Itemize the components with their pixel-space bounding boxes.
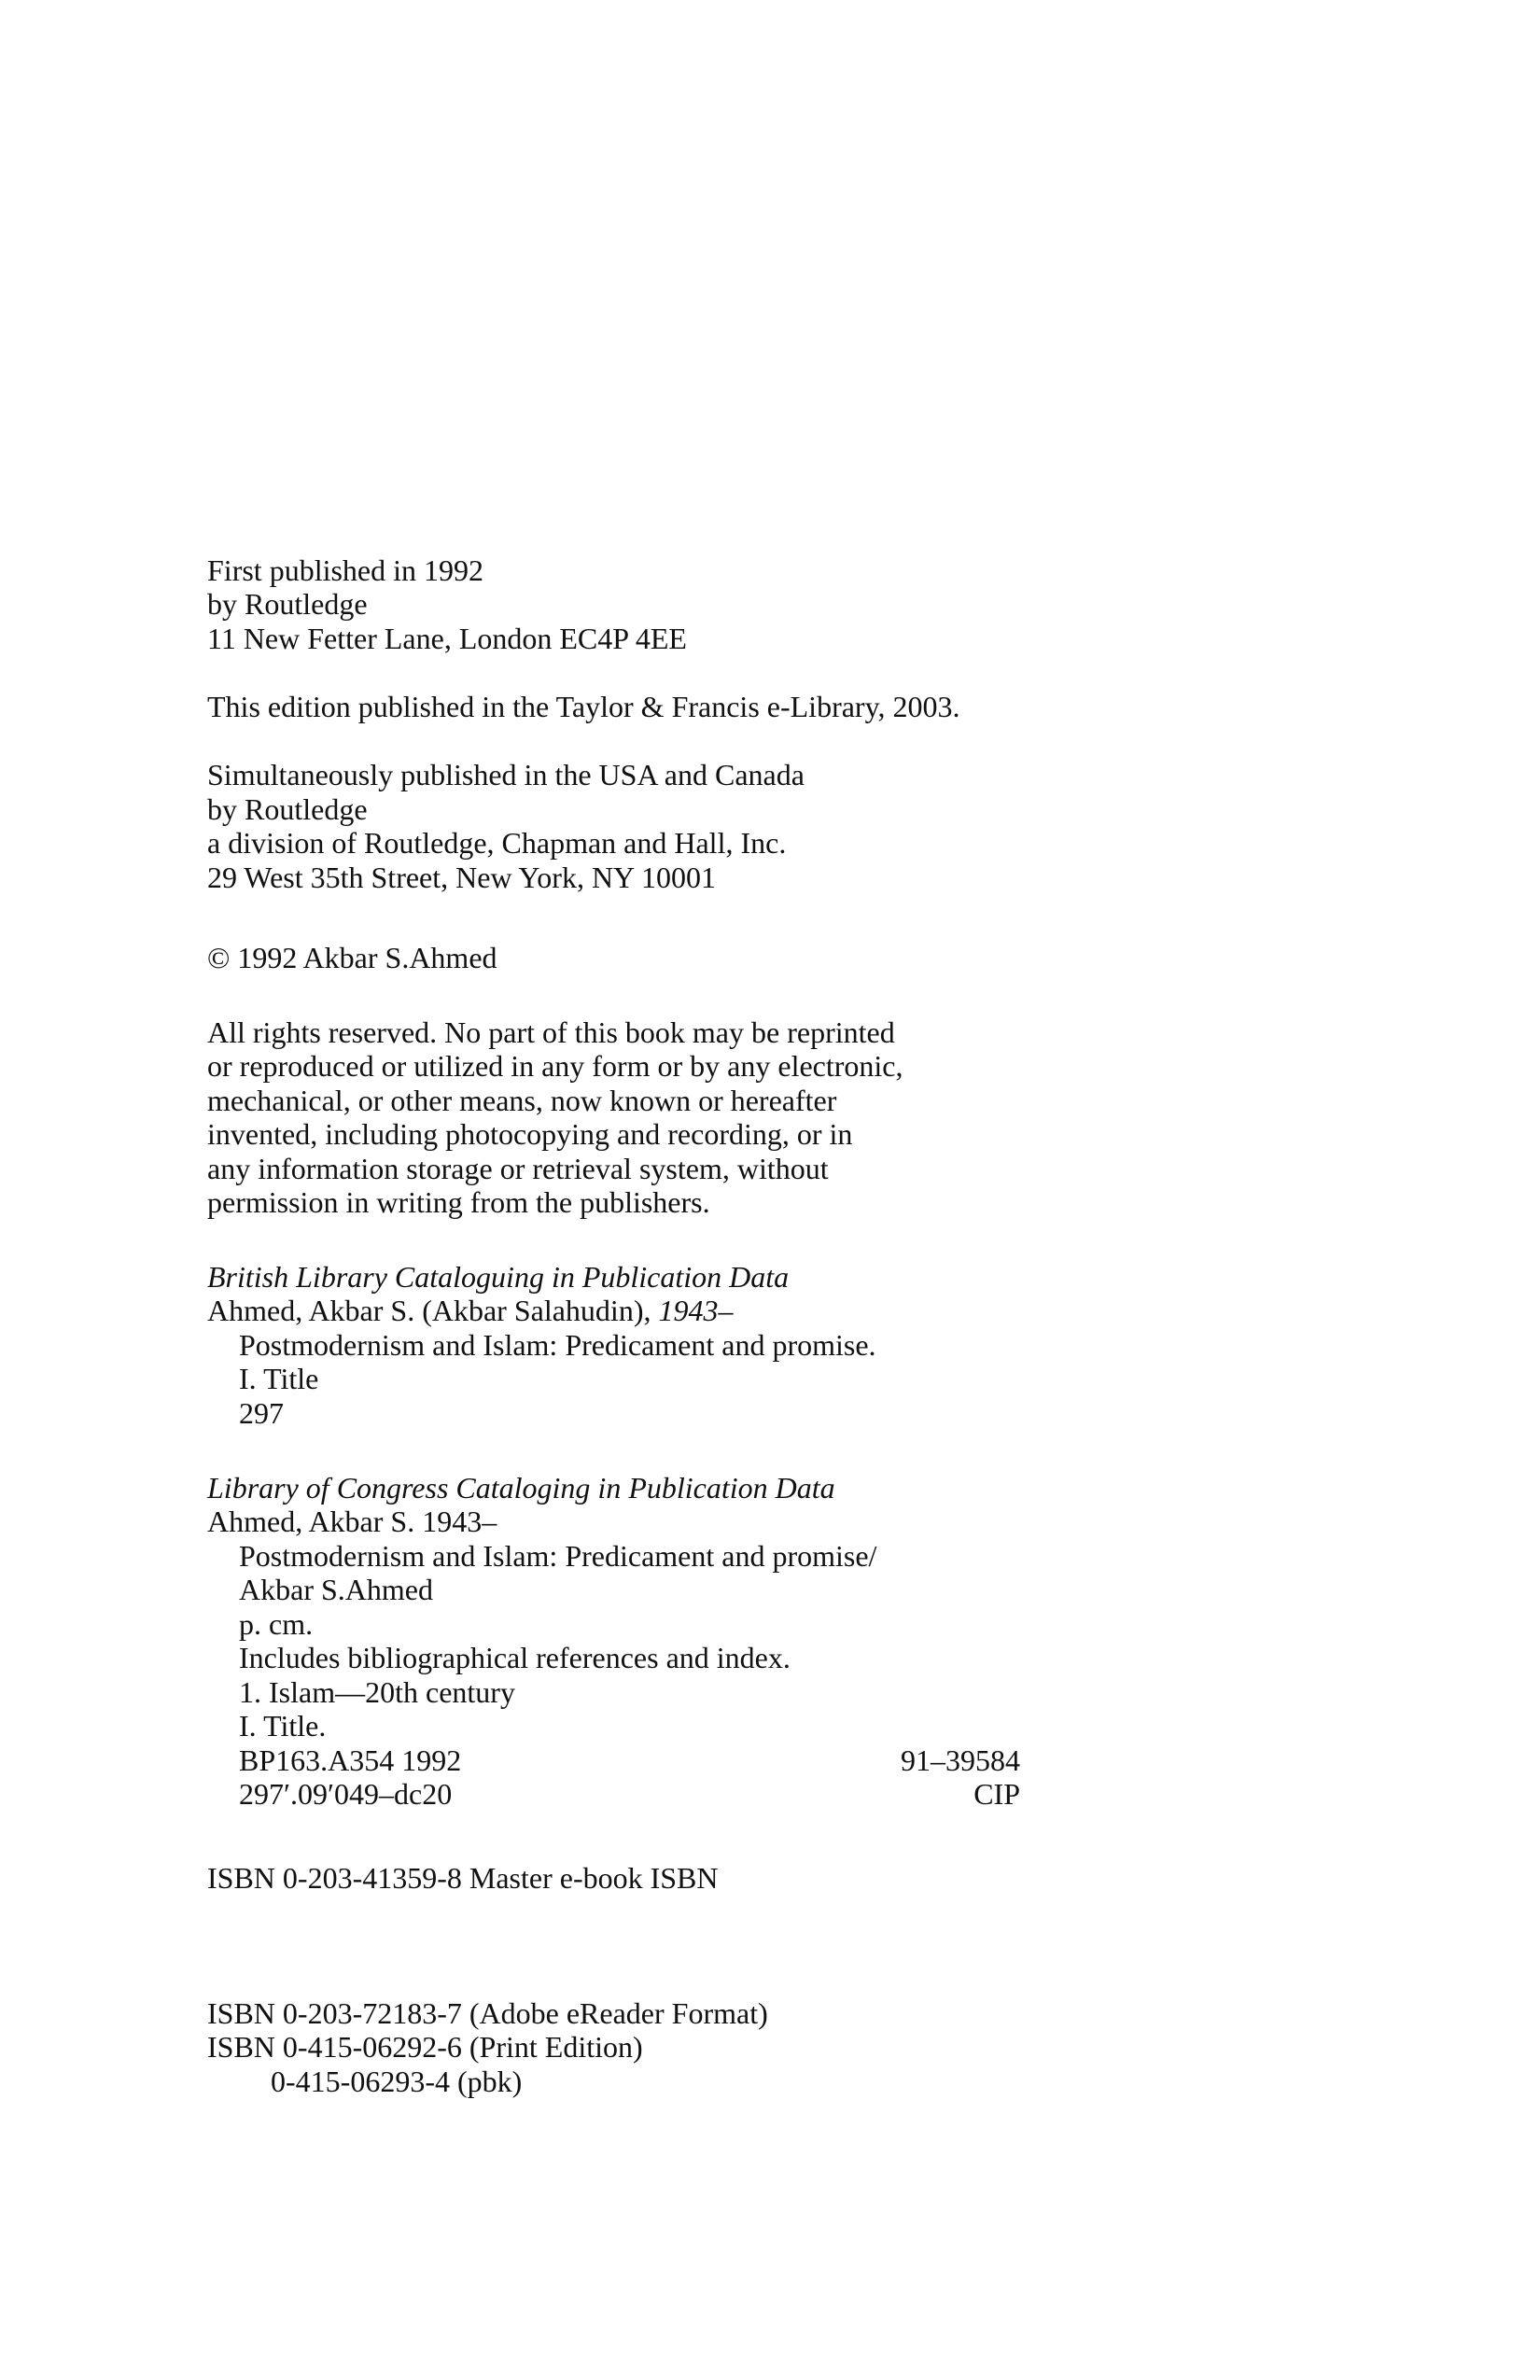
- loc-cip-author: Ahmed, Akbar S. 1943–: [207, 1505, 497, 1538]
- british-cip-class: 297: [239, 1396, 284, 1430]
- british-cip-author: [207, 1294, 733, 1327]
- publisher-address-line: 11 New Fetter Lane, London EC4P 4EE: [207, 622, 687, 655]
- loc-cip-heading: Library of Congress Cataloging in Publication Data: [207, 1471, 835, 1505]
- loc-cip-pages: p. cm.: [239, 1607, 314, 1641]
- british-cip-heading: British Library Cataloguing in Publication Data: [207, 1260, 790, 1294]
- rights-line: any information storage or retrieval system, without: [207, 1152, 829, 1185]
- publisher-line: by Routledge: [207, 587, 368, 621]
- loc-cip-marker: CIP: [973, 1777, 1020, 1811]
- british-cip-subject: I. Title: [239, 1362, 319, 1395]
- usa-publication-line: Simultaneously published in the USA and Canada: [207, 758, 805, 791]
- loc-cip-lccn: 91–39584: [901, 1743, 1020, 1777]
- rights-line: permission in writing from the publishers.: [207, 1185, 710, 1219]
- british-cip-author-year: 1943–: [658, 1294, 734, 1327]
- loc-cip-dewey: 297′.09′049–dc20: [239, 1777, 453, 1811]
- loc-cip-title-author: Akbar S.Ahmed: [239, 1573, 433, 1606]
- loc-cip-call-number: BP163.A354 1992: [239, 1743, 462, 1777]
- first-published-line: First published in 1992: [207, 553, 484, 587]
- isbn-paperback: 0-415-06293-4 (pbk): [271, 2065, 523, 2098]
- copyright-notice: © 1992 Akbar S.Ahmed: [207, 941, 497, 974]
- usa-division-line: a division of Routledge, Chapman and Hall, Inc.: [207, 826, 787, 860]
- ebook-edition-line: This edition published in the Taylor & Francis e-Library, 2003.: [207, 690, 960, 723]
- rights-line: mechanical, or other means, now known or hereafter: [207, 1084, 837, 1117]
- usa-address-line: 29 West 35th Street, New York, NY 10001: [207, 861, 716, 894]
- loc-cip-subject: 1. Islam—20th century: [239, 1675, 515, 1709]
- loc-cip-subject: I. Title.: [239, 1709, 327, 1743]
- rights-line: All rights reserved. No part of this book may be reprinted: [207, 1015, 895, 1049]
- loc-cip-notes: Includes bibliographical references and index.: [239, 1641, 791, 1674]
- loc-cip-title: Postmodernism and Islam: Predicament and promise/: [239, 1539, 877, 1573]
- rights-line: or reproduced or utilized in any form or by any electronic,: [207, 1049, 903, 1083]
- isbn-adobe: ISBN 0-203-72183-7 (Adobe eReader Format): [207, 1996, 768, 2030]
- british-cip-title: Postmodernism and Islam: Predicament and promise.: [239, 1328, 876, 1362]
- british-cip-author-name: Ahmed, Akbar S. (Akbar Salahudin),: [207, 1294, 659, 1327]
- usa-publisher-line: by Routledge: [207, 792, 368, 826]
- rights-line: invented, including photocopying and recording, or in: [207, 1117, 853, 1151]
- isbn-master: ISBN 0-203-41359-8 Master e-book ISBN: [207, 1861, 719, 1895]
- isbn-print: ISBN 0-415-06292-6 (Print Edition): [207, 2030, 643, 2064]
